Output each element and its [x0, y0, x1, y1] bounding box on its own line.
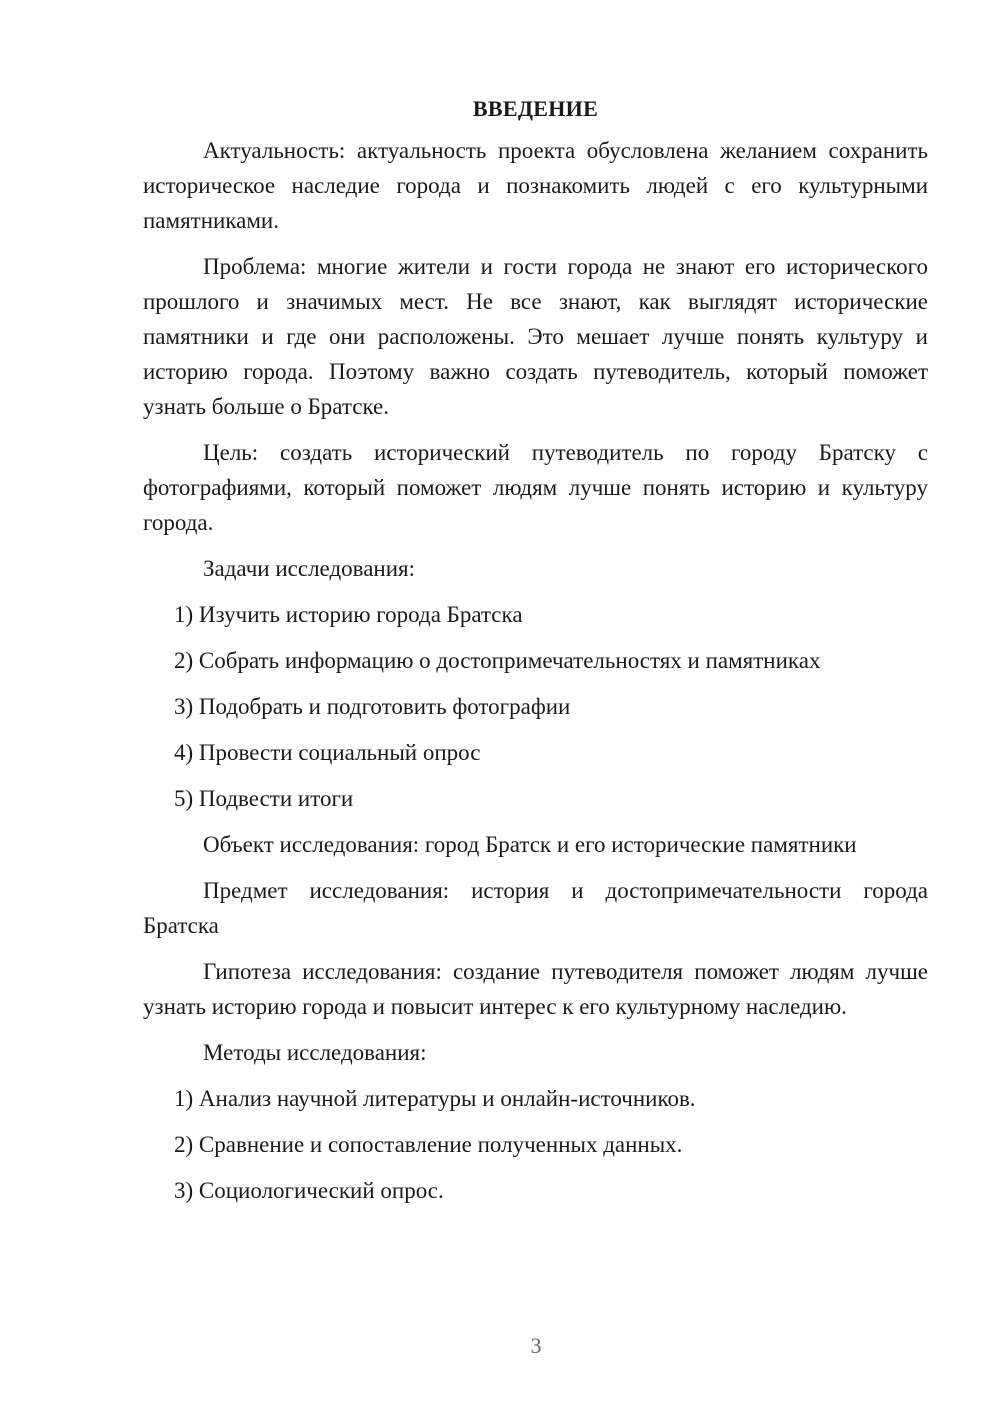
- hypothesis-paragraph: Гипотеза исследования: создание путеводителя поможет людям лучше узнать историю города и повысит интерес к его культурному наследию.: [143, 959, 928, 1019]
- relevance-paragraph: Актуальность: актуальность проекта обусловлена желанием сохранить историческое наследие города и познакомить людей с его культурными памятниками.: [143, 138, 928, 233]
- method-item: 1) Анализ научной литературы и онлайн-источников.: [174, 1086, 696, 1111]
- task-item: 1) Изучить историю города Братска: [174, 602, 523, 627]
- subject-paragraph: Предмет исследования: история и достопримечательности города Братска: [143, 878, 928, 938]
- methods-heading: Методы исследования:: [203, 1040, 427, 1065]
- goal-paragraph: Цель: создать исторический путеводитель по городу Братску с фотографиями, который поможет людям лучше понять историю и культуру города.: [143, 440, 928, 535]
- page-content: [143, 92, 928, 1219]
- problem-paragraph: Проблема: многие жители и гости города не знают его исторического прошлого и значимых мест. Не все знают, как выглядят исторические памятники и где они расположены. Это мешает лучше понять культуру и историю города. Поэтому важно создать путеводитель, который поможет узнать больше о Братске.: [143, 254, 928, 419]
- method-item: 2) Сравнение и сопоставление полученных данных.: [174, 1132, 683, 1157]
- task-item: 3) Подобрать и подготовить фотографии: [174, 694, 571, 719]
- object-paragraph: Объект исследования: город Братск и его исторические памятники: [203, 832, 857, 857]
- page-number: 3: [530, 1333, 542, 1358]
- task-item: 2) Собрать информацию о достопримечательностях и памятниках: [174, 648, 821, 673]
- method-item: 3) Социологический опрос.: [174, 1178, 444, 1203]
- task-item: 4) Провести социальный опрос: [174, 740, 481, 765]
- task-item: 5) Подвести итоги: [174, 786, 354, 811]
- section-title: ВВЕДЕНИЕ: [472, 96, 599, 121]
- tasks-heading: Задачи исследования:: [203, 556, 416, 581]
